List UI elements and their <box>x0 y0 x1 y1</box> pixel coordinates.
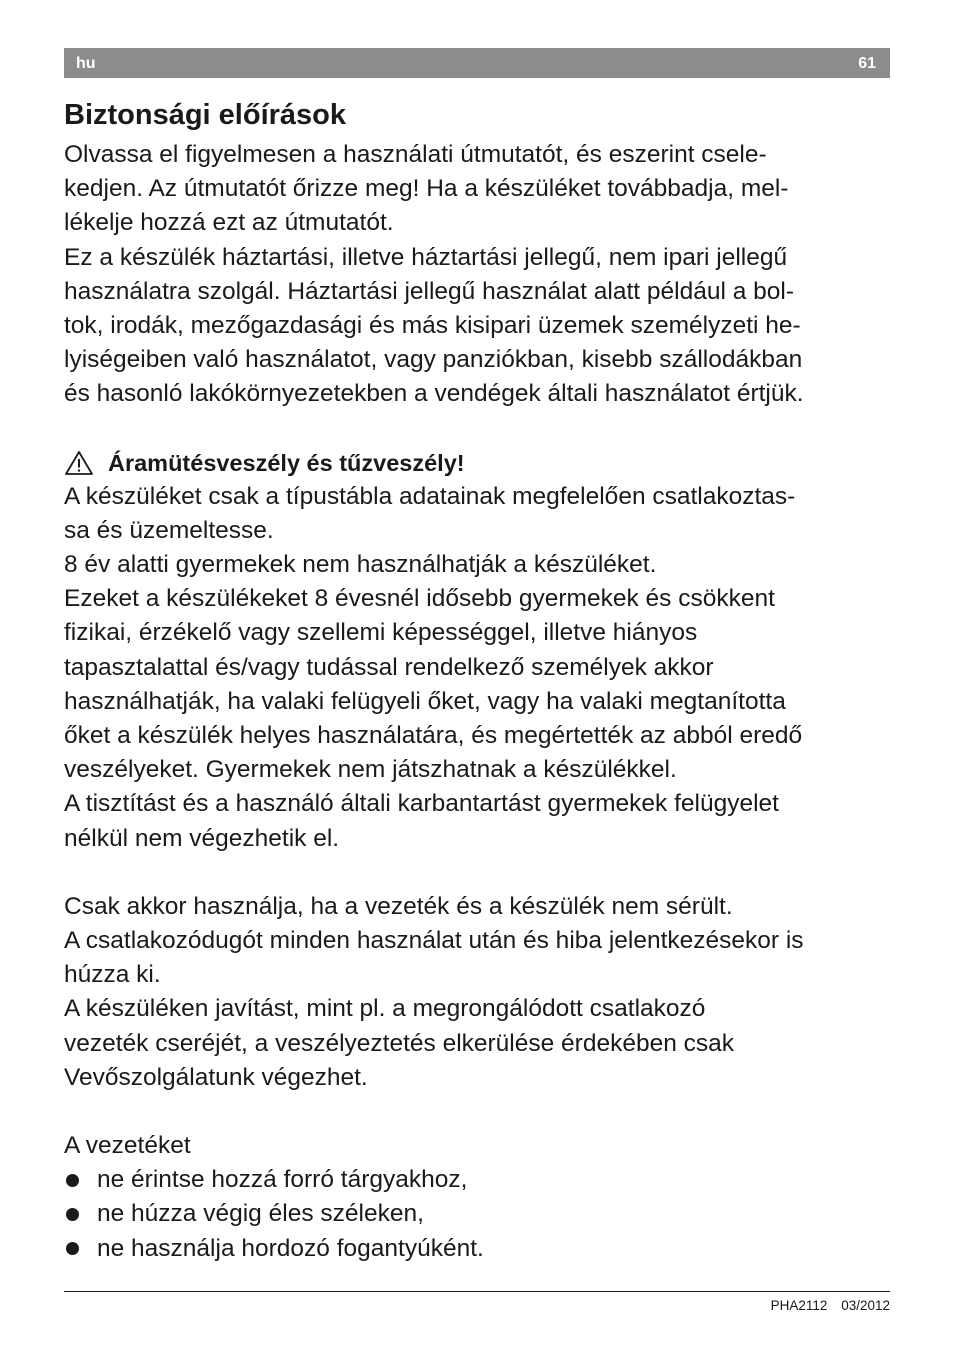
list-item <box>64 1197 904 1231</box>
model-number: PHA2112 <box>770 1298 828 1313</box>
warning-paragraph <box>64 480 904 856</box>
bullet-icon <box>66 1174 79 1187</box>
page-footer <box>771 1298 890 1313</box>
page-content <box>64 96 904 1266</box>
bullet-icon <box>66 1242 79 1255</box>
language-code: hu <box>76 55 96 72</box>
text-line: lékelje hozzá ezt az útmutatót. <box>64 209 394 237</box>
text-line: Ezeket a készülékeket 8 évesnél idősebb gyermekek és csökkent <box>64 585 775 613</box>
text-line: használatra szolgál. Háztartási jellegű használat alatt például a bol- <box>64 277 794 305</box>
spacer <box>64 412 904 446</box>
cable-section <box>64 1129 904 1266</box>
text-line: és hasonló lakókörnyezetekben a vendégek általi használatot értjük. <box>64 380 804 408</box>
list-item-text: ne használja hordozó fogantyúként. <box>97 1234 484 1262</box>
text-line: használhatják, ha valaki felügyeli őket, vagy ha valaki megtanította <box>64 687 786 715</box>
text-line: kedjen. Az útmutatót őrizze meg! Ha a készüléket továbbadja, mel- <box>64 175 789 203</box>
text-line: Vevőszolgálatunk végezhet. <box>64 1063 368 1091</box>
warning-triangle-icon <box>64 450 94 476</box>
footer-divider <box>64 1291 890 1292</box>
list-item <box>64 1232 904 1266</box>
list-item-text: ne húzza végig éles széleken, <box>97 1200 424 1228</box>
text-line: húzza ki. <box>64 961 161 989</box>
text-line: A tisztítást és a használó általi karbantartást gyermekek felügyelet <box>64 790 779 818</box>
text-line: fizikai, érzékelő vagy szellemi képességgel, illetve hiányos <box>64 619 698 647</box>
text-line: Csak akkor használja, ha a vezeték és a készülék nem sérült. <box>64 892 733 920</box>
text-line: Olvassa el figyelmesen a használati útmutatót, és eszerint csele- <box>64 141 767 168</box>
text-line: A készüléken javítást, mint pl. a megrongálódott csatlakozó <box>64 995 706 1023</box>
cable-intro: A vezetéket <box>64 1132 191 1160</box>
text-line: tapasztalattal és/vagy tudással rendelkező személyek akkor <box>64 653 714 681</box>
warning-heading-text: Áramütésveszély és tűzveszély! <box>108 449 465 476</box>
text-line: sa és üzemeltesse. <box>64 516 274 544</box>
intro-paragraph <box>64 138 904 412</box>
page-header-bar <box>64 48 890 78</box>
list-item-text: ne érintse hozzá forró tárgyakhoz, <box>97 1166 468 1194</box>
page-number: 61 <box>858 55 876 72</box>
section-title: Biztonsági előírások <box>64 99 347 131</box>
text-line: A csatlakozódugót minden használat után és hiba jelentkezésekor is <box>64 927 804 955</box>
list-item <box>64 1163 904 1197</box>
text-line: lyiségeiben való használatot, vagy panziókban, kisebb szállodákban <box>64 346 803 374</box>
text-line: veszélyeket. Gyermekek nem játszhatnak a készülékkel. <box>64 756 677 784</box>
text-line: Ez a készülék háztartási, illetve háztartási jellegű, nem ipari jellegű <box>64 243 788 271</box>
text-line: őket a készülék helyes használatára, és megértették az abból eredő <box>64 722 803 750</box>
usage-paragraph <box>64 890 904 1095</box>
spacer <box>64 1095 904 1129</box>
footer-date: 03/2012 <box>841 1298 890 1313</box>
text-line: A készüléket csak a típustábla adatainak megfelelően csatlakoztas- <box>64 482 796 510</box>
warning-heading <box>64 446 904 480</box>
text-line: tok, irodák, mezőgazdasági és más kisipari üzemek személyzeti he- <box>64 312 801 340</box>
text-line: nélkül nem végezhetik el. <box>64 824 340 852</box>
text-line: 8 év alatti gyermekek nem használhatják a készüléket. <box>64 551 657 579</box>
bullet-icon <box>66 1208 79 1221</box>
text-line: vezeték cseréjét, a veszélyeztetés elkerülése érdekében csak <box>64 1029 735 1057</box>
spacer <box>64 856 904 890</box>
